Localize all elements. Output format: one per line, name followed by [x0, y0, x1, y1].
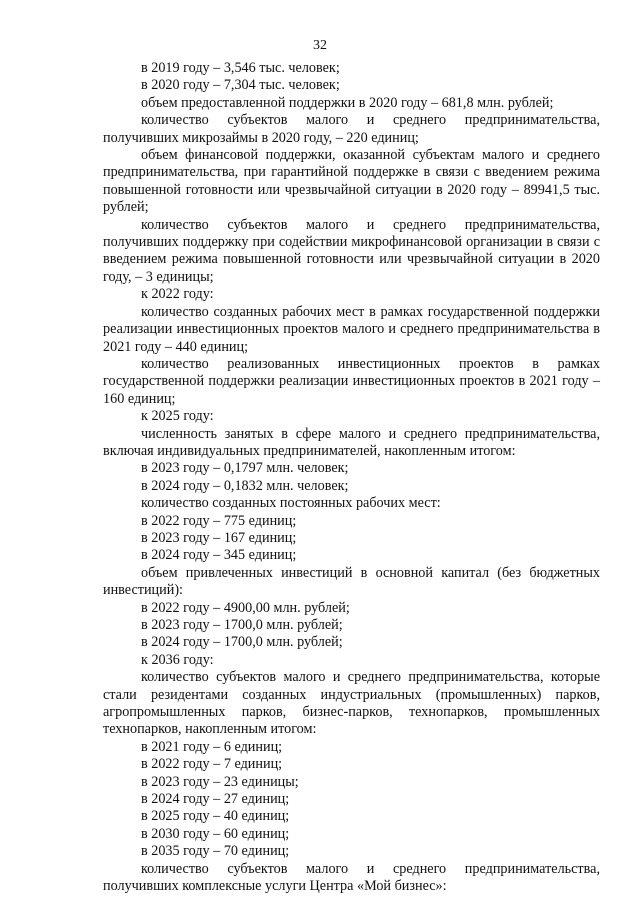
paragraph: в 2024 году – 27 единиц; — [141, 791, 290, 808]
paragraph: в 2024 году – 0,1832 млн. человек; — [141, 477, 349, 494]
paragraph: численность занятых в сфере малого и среднего предпринимательства, включая индивидуальных предпринимателей, накопленным итогом: — [103, 425, 600, 459]
paragraph: количество созданных постоянных рабочих мест: — [141, 495, 441, 512]
paragraph: в 2023 году – 1700,0 млн. рублей; — [141, 617, 343, 633]
paragraph: в 2023 году – 23 единицы; — [141, 773, 299, 790]
paragraph: в 2022 году – 7 единиц; — [141, 756, 283, 773]
paragraph: в 2021 году – 6 единиц; — [141, 738, 283, 755]
paragraph: в 2035 году – 70 единиц; — [141, 843, 290, 860]
paragraph: количество реализованных инвестиционных проектов в рамках государственной поддержки реализации инвестиционных проектов в 2021 году – 160 единиц; — [103, 355, 600, 407]
paragraph: к 2022 году: — [141, 286, 214, 303]
paragraph: в 2030 году – 60 единиц; — [141, 825, 290, 842]
paragraph: количество созданных рабочих мест в рамках государственной поддержки реализации инвестиционных проектов малого и среднего предпринимательства в 2021 году – 440 единиц; — [103, 303, 600, 355]
paragraph: в 2024 году – 1700,0 млн. рублей; — [141, 634, 343, 651]
paragraph: объем финансовой поддержки, оказанной субъектам малого и среднего предпринимательства, при гарантийной поддержке в связи с введением режима повышенной готовности или чрезвычайной ситуации в 2020 году – 89941,5 тыс. рублей; — [103, 147, 600, 216]
paragraph: количество субъектов малого и среднего предпринимательства, получивших микрозаймы в 2020 году, – 220 единиц; — [103, 112, 600, 146]
paragraph: в 2023 году – 0,1797 млн. человек; — [141, 460, 349, 477]
paragraph: количество субъектов малого и среднего предпринимательства, получивших поддержку при содействии микрофинансовой организации в связи с введением режима повышенной готовности или чрезвычайной ситуации в 2020 году, – 3 единицы; — [103, 216, 600, 285]
page-number: 32 — [313, 38, 327, 53]
paragraph: количество субъектов малого и среднего предпринимательства, получивших комплексные услуги Центра «Мой бизнес»: — [103, 860, 600, 895]
paragraph: в 2020 году – 7,304 тыс. человек; — [141, 77, 340, 94]
paragraph: количество субъектов малого и среднего предпринимательства, которые стали резидентами созданных индустриальных (промышленных) парков, агропромышленных парков, бизнес-парков, технопарков, промышленных технопарков, накопленным итогом: — [103, 669, 600, 738]
document-body — [103, 60, 600, 896]
paragraph: к 2025 году: — [141, 408, 214, 425]
paragraph: объем предоставленной поддержки в 2020 году – 681,8 млн. рублей; — [141, 94, 554, 111]
paragraph: в 2024 году – 345 единиц; — [141, 547, 297, 564]
paragraph: в 2022 году – 775 единиц; — [141, 512, 297, 529]
paragraph: объем привлеченных инвестиций в основной капитал (без бюджетных инвестиций): — [103, 564, 600, 599]
paragraph: в 2022 году – 4900,00 млн. рублей; — [141, 599, 350, 616]
paragraph: в 2023 году – 167 единиц; — [141, 529, 297, 546]
paragraph: в 2025 году – 40 единиц; — [141, 808, 290, 825]
paragraph: к 2036 году: — [141, 651, 214, 668]
paragraph: в 2019 году – 3,546 тыс. человек; — [141, 60, 340, 76]
